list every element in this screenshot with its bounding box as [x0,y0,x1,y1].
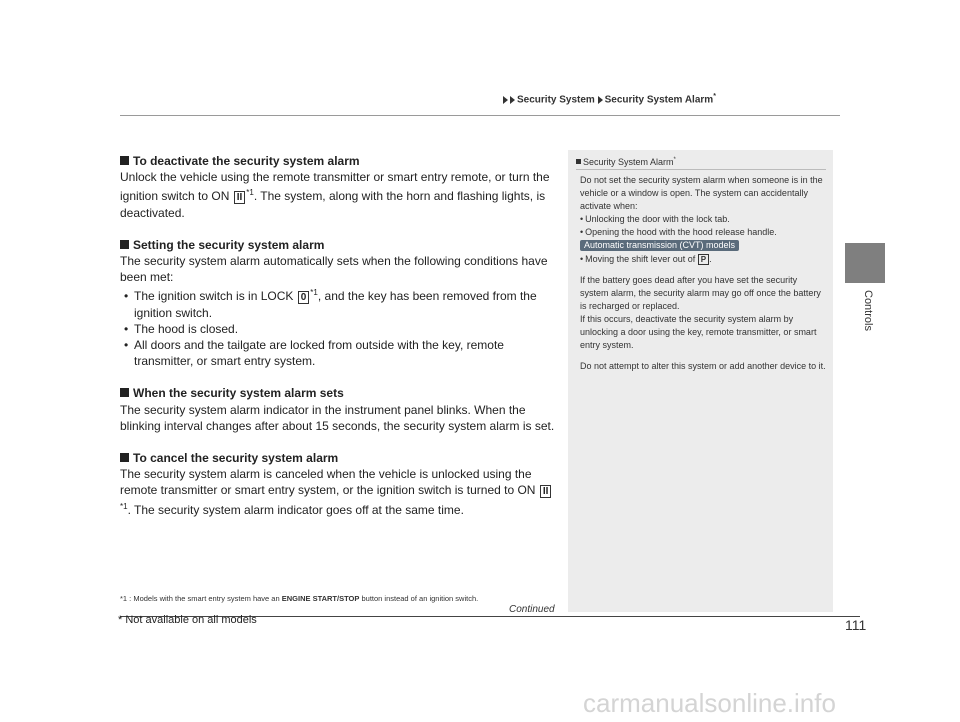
sidebar-body [580,174,828,373]
sidebar-list [580,213,828,239]
continued-label: Continued [509,604,555,615]
list-item: • The hood is closed. [120,321,560,337]
model-badge: Automatic transmission (CVT) models [580,240,739,251]
footnote-ref: *1 [310,288,318,298]
breadcrumb-item[interactable]: Security System Alarm [604,94,714,106]
section-text: The security system alarm automatically sets when the following conditions have been met: [120,254,548,285]
square-bullet-icon [120,388,129,397]
list-item: • Unlocking the door with the lock tab. [580,213,828,226]
footnote-ref: *1 [120,501,128,511]
section-when-sets [120,385,560,434]
ignition-key-icon: 0 [298,291,310,304]
breadcrumb [503,93,716,105]
watermark: carmanualsonline.info [583,688,836,718]
section-heading: To deactivate the security system alarm [120,153,560,169]
sidebar-title: Security System Alarm* [576,157,676,167]
section-heading: When the security system alarm sets [120,385,560,401]
section-text: The security system alarm indicator in the instrument panel blinks. When the blinking interval changes after about 15 seconds, the security system alarm is set. [120,402,555,433]
shift-position-icon: P [698,254,709,265]
sidebar-list [580,253,828,266]
section-heading: To cancel the security system alarm [120,450,560,466]
reference-icon [576,159,581,164]
square-bullet-icon [120,240,129,249]
arrow-right-icon [598,96,603,104]
chapter-label: Controls [862,290,874,331]
square-bullet-icon [120,156,129,165]
ignition-key-icon: II [540,485,552,498]
arrow-right-icon [503,96,508,104]
list-item: • Opening the hood with the hood release handle. [580,226,828,239]
section-setting [120,237,560,370]
arrow-right-icon [510,96,515,104]
sidebar-text: If the battery goes dead after you have set the security system alarm, the security alarm may go off once the battery is recharged or replaced. [580,275,821,311]
main-content [120,153,560,534]
header-divider [120,115,840,116]
list-item: • Moving the shift lever out of P . [580,253,828,266]
footnote: *1 : Models with the smart entry system have an ENGINE START/STOP button instead of an ignition switch. [120,594,479,603]
breadcrumb-item[interactable]: Security System [517,94,595,106]
section-deactivate [120,153,560,221]
sidebar-text: Do not attempt to alter this system or add another device to it. [580,361,826,371]
ignition-key-icon: II [234,191,246,204]
availability-note: * Not available on all models [118,614,257,626]
section-text: Unlock the vehicle using the remote transmitter or smart entry remote, or turn the ignition switch to ON II $^{*1}$. The system, along with the horn and flashing lights, is deactivated. [120,170,550,220]
section-heading: Setting the security system alarm [120,237,560,253]
section-text: The security system alarm is canceled when the vehicle is unlocked using the remote transmitter or smart entry system, or the ignition switch is turned to ON II$^{*1}$. The security system alarm indicator goes off at the same time. [120,466,560,518]
square-bullet-icon [120,453,129,462]
not-all-models-mark: * [713,93,716,100]
condition-list [120,285,560,369]
list-item: • The ignition switch is in LOCK 0 $^{*1}$, and the key has been removed from the ignition switch. [120,285,560,320]
section-cancel [120,450,560,518]
sidebar-text: If this occurs, deactivate the security system alarm by unlocking a door using the key, remote transmitter, or smart entry system. [580,314,817,350]
page-number: 111 [845,617,867,633]
list-item: • All doors and the tailgate are locked from outside with the key, remote transmitter, or smart entry system. [120,337,560,369]
sidebar-divider [576,169,826,170]
chapter-tab [845,243,885,283]
footnote-ref: *1 [246,188,254,198]
sidebar-text: Do not set the security system alarm when someone is in the vehicle or a window is open. The system can accidentally activate when: [580,175,823,211]
